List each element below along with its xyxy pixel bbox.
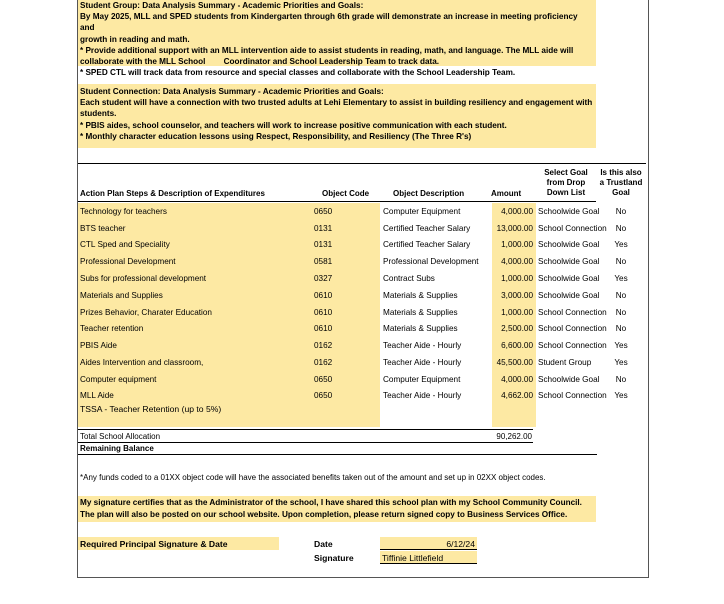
header-underline xyxy=(78,201,596,202)
header-amount: Amount xyxy=(491,189,522,198)
row-amount: 2,500.00 xyxy=(501,324,533,333)
row-step: CTL Sped and Speciality xyxy=(80,240,170,249)
date-label: Date xyxy=(314,539,333,549)
row-trustland: No xyxy=(615,291,627,300)
header-line: Is this also xyxy=(600,168,642,177)
row-code: 0610 xyxy=(314,308,333,317)
row-goal-select[interactable]: Schoolwide Goal xyxy=(538,257,600,266)
row-step: Subs for professional development xyxy=(80,274,207,283)
student-group-goal xyxy=(78,0,596,78)
student-group-line: collaborate with the MLL School Coordinator and School Leadership Team to track data. xyxy=(80,57,440,67)
row-description: Computer Equipment xyxy=(383,375,461,384)
table-row xyxy=(78,320,646,337)
section-divider xyxy=(78,163,646,164)
row-trustland: Yes xyxy=(614,240,628,249)
student-group-line: growth in reading and math. xyxy=(80,34,190,44)
row-goal-select[interactable]: School Connection xyxy=(538,391,607,400)
total-label: Total School Allocation xyxy=(80,432,161,441)
student-group-line: By May 2025, MLL and SPED students from Kindergarten through 6th grade will demonstrate an increase in meeting proficiency and xyxy=(80,12,578,33)
row-step: Materials and Supplies xyxy=(80,291,163,300)
row-description: Teacher Aide - Hourly xyxy=(383,391,462,400)
certification-line: My signature certifies that as the Administrator of the school, I have shared this school plan with my School Community Council. xyxy=(80,498,582,507)
table-row xyxy=(78,387,646,404)
row-trustland: No xyxy=(615,257,627,266)
row-description: Professional Development xyxy=(383,257,479,266)
certification-line: The plan will also be posted on our school website. Upon completion, please return signed copy to Business Services Office. xyxy=(80,510,568,519)
row-code: 0610 xyxy=(314,291,333,300)
footnote: *Any funds coded to a 01XX object code will have the associated benefits taken out of the amount and set up in 02XX object codes. xyxy=(80,473,546,482)
signature-label: Signature xyxy=(314,553,354,563)
row-trustland: Yes xyxy=(614,341,628,350)
row-amount: 1,000.00 xyxy=(501,274,533,283)
row-step: PBIS Aide xyxy=(80,341,117,350)
table-row xyxy=(78,203,646,220)
header-steps: Action Plan Steps & Description of Expenditures xyxy=(80,189,265,198)
row-code: 0650 xyxy=(314,391,333,400)
row-step: Prizes Behavior, Charater Education xyxy=(80,308,212,317)
row-amount: 4,662.00 xyxy=(501,391,533,400)
row-goal-select[interactable]: School Connection xyxy=(538,224,607,233)
student-connection-goal xyxy=(78,84,596,148)
row-goal-select[interactable]: School Connection xyxy=(538,341,607,350)
row-goal-select[interactable]: Schoolwide Goal xyxy=(538,240,600,249)
row-goal-select[interactable]: School Connection xyxy=(538,308,607,317)
table-row xyxy=(78,304,646,321)
student-connection-line: * Monthly character education lessons using Respect, Responsibility, and Resiliency (The Three R's) xyxy=(80,131,472,141)
student-group-line: * SPED CTL will track data from resource and special classes and collaborate with the School Leadership Team. xyxy=(80,68,516,78)
row-description: Materials & Supplies xyxy=(383,291,458,300)
table-row xyxy=(78,287,646,304)
row-step: MLL Aide xyxy=(80,391,114,400)
student-connection-line: Each student will have a connection with two trusted adults at Lehi Elementary to assist in building resiliency and engagement with xyxy=(80,98,593,108)
row-step: Computer equipment xyxy=(80,375,157,384)
row-amount: 1,000.00 xyxy=(501,308,533,317)
signature-field[interactable]: Tiffinie Littlefield xyxy=(380,551,477,564)
student-group-title: Student Group: Data Analysis Summary - Academic Priorities and Goals: xyxy=(80,1,364,10)
row-description: Materials & Supplies xyxy=(383,324,458,333)
table-row xyxy=(78,371,646,388)
tssa-label: TSSA - Teacher Retention (up to 5%) xyxy=(80,404,222,414)
row-code: 0327 xyxy=(314,274,333,283)
header-line: Goal xyxy=(612,188,630,197)
certification-box xyxy=(78,496,596,522)
row-step: Aides Intervention and classroom, xyxy=(80,358,204,367)
total-top-line xyxy=(78,429,533,430)
row-code: 0131 xyxy=(314,240,333,249)
table-row xyxy=(78,354,646,371)
row-trustland: Yes xyxy=(614,358,628,367)
row-goal-select[interactable]: Schoolwide Goal xyxy=(538,207,600,216)
row-step: Technology for teachers xyxy=(80,207,167,216)
table-row xyxy=(78,337,646,354)
table-row xyxy=(78,270,646,287)
student-connection-line: students. xyxy=(80,109,117,119)
row-trustland: No xyxy=(615,375,627,384)
row-code: 0162 xyxy=(314,358,333,367)
row-amount: 45,500.00 xyxy=(496,358,533,367)
table-row xyxy=(78,220,646,237)
table-row xyxy=(78,253,646,270)
table-row xyxy=(78,236,646,253)
remaining-balance-label: Remaining Balance xyxy=(80,444,154,453)
row-step: Professional Development xyxy=(80,257,176,266)
required-signature-label: Required Principal Signature & Date xyxy=(78,537,279,550)
row-amount: 13,000.00 xyxy=(496,224,533,233)
row-description: Computer Equipment xyxy=(383,207,461,216)
header-line: Select Goal xyxy=(544,168,588,177)
total-bottom-line xyxy=(78,442,533,443)
remaining-underline xyxy=(78,454,597,455)
header-object-code: Object Code xyxy=(322,189,370,198)
header-trustland xyxy=(596,168,646,198)
row-goal-select[interactable]: Schoolwide Goal xyxy=(538,291,600,300)
header-line: from Drop xyxy=(546,178,586,187)
row-description: Certified Teacher Salary xyxy=(383,240,471,249)
row-amount: 1,000.00 xyxy=(501,240,533,249)
student-group-line: * Provide additional support with an MLL intervention aide to assist students in reading, math, and language. The MLL aide will xyxy=(80,45,574,55)
header-line: Down List xyxy=(546,188,586,197)
row-code: 0162 xyxy=(314,341,333,350)
row-amount: 4,000.00 xyxy=(501,207,533,216)
row-step: BTS teacher xyxy=(80,224,126,233)
row-code: 0610 xyxy=(314,324,333,333)
row-description: Materials & Supplies xyxy=(383,308,458,317)
total-value: 90,262.00 xyxy=(496,432,532,441)
row-trustland: No xyxy=(615,224,627,233)
header-select-goal xyxy=(540,168,592,198)
row-description: Contract Subs xyxy=(383,274,435,283)
row-goal-select[interactable]: Schoolwide Goal xyxy=(538,274,600,283)
row-amount: 6,600.00 xyxy=(501,341,533,350)
row-trustland: No xyxy=(615,324,627,333)
student-connection-title: Student Connection: Data Analysis Summary - Academic Priorities and Goals: xyxy=(80,87,384,96)
row-amount: 4,000.00 xyxy=(501,375,533,384)
date-field[interactable]: 6/12/24 xyxy=(380,537,477,550)
row-description: Certified Teacher Salary xyxy=(383,224,471,233)
row-code: 0650 xyxy=(314,207,333,216)
row-trustland: No xyxy=(615,207,627,216)
row-code: 0650 xyxy=(314,375,333,384)
row-description: Teacher Aide - Hourly xyxy=(383,341,462,350)
row-amount: 4,000.00 xyxy=(501,257,533,266)
row-goal-select[interactable]: School Connection xyxy=(538,324,607,333)
row-amount: 3,000.00 xyxy=(501,291,533,300)
row-trustland: Yes xyxy=(614,274,628,283)
row-description: Teacher Aide - Hourly xyxy=(383,358,462,367)
row-trustland: Yes xyxy=(614,391,628,400)
header-line: a Trustland xyxy=(599,178,643,187)
row-code: 0131 xyxy=(314,224,333,233)
row-code: 0581 xyxy=(314,257,333,266)
row-step: Teacher retention xyxy=(80,324,144,333)
header-object-description: Object Description xyxy=(393,189,465,198)
row-goal-select[interactable]: Student Group xyxy=(538,358,592,367)
row-trustland: No xyxy=(615,308,627,317)
student-connection-line: * PBIS aides, school counselor, and teachers will work to increase positive communication with each student. xyxy=(80,120,507,130)
row-goal-select[interactable]: Schoolwide Goal xyxy=(538,375,600,384)
